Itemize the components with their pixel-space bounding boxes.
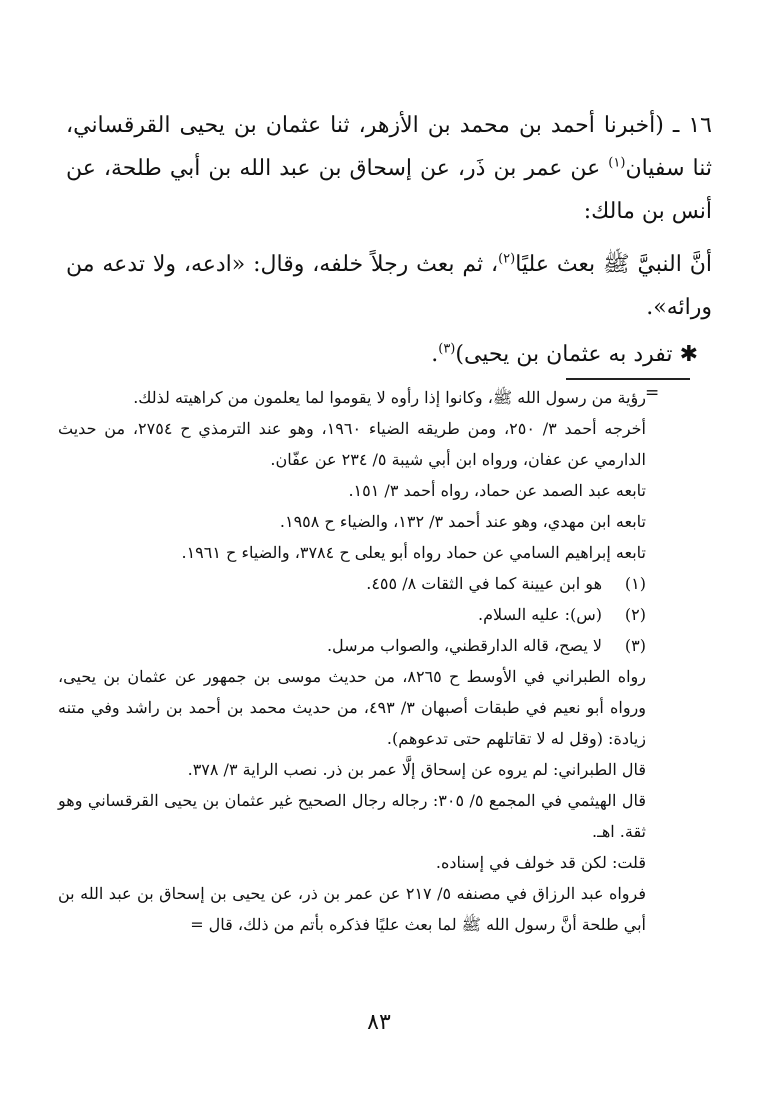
footnote-3 [58,630,646,661]
isnad-text-1: (أخبرنا أحمد بن محمد بن الأزهر، ثنا عثمان بن يحيى القرقساني، ثنا سفيان [66,113,712,181]
continuation-mark: = [645,383,660,403]
footnote-text: (س): عليه السلام. [478,605,602,624]
carryover-paragraph: أخرجه أحمد ٣/ ٢٥٠، ومن طريقه الضياء ١٩٦٠، وهو عند الترمذي ح ٢٧٥٤، من حديث الدارمي عن عفان، ورواه ابن أبي شيبة ٥/ ٢٣٤ عن عفّان. [58,419,647,469]
footnote-number: (٢) [624,605,646,624]
footnote-ref-3[interactable]: (٣) [438,341,456,357]
star-icon: ✱ [679,342,698,367]
matn-text-2: ، ثم بعث رجلاً خلفه، وقال: «ادعه، ولا تدعه من ورائه». [66,252,712,320]
footnote-divider [566,378,690,380]
carryover-paragraph: تابعه ابن مهدي، وهو عند أحمد ٣/ ١٣٢، والضياء ح ١٩٥٨. [279,512,646,531]
footnote-number: (١) [624,574,646,593]
footnote-text: هو ابن عيينة كما في الثقات ٨/ ٤٥٥. [366,574,602,593]
footnote-3-paragraph: قال الطبراني: لم يروه عن إسحاق إلَّا عمر بن ذر. نصب الراية ٣/ ٣٧٨. [187,760,646,779]
carryover-paragraph: تابعه إبراهيم السامي عن حماد رواه أبو يعلى ح ٣٧٨٤، والضياء ح ١٩٦١. [181,543,646,562]
footnote-3-paragraph: قلت: لكن قد خولف في إسناده. [435,853,646,872]
footnote-1 [58,568,646,599]
hadith-matn [66,243,712,329]
note-end: . [431,342,439,367]
footnote-3-paragraph: رواه الطبراني في الأوسط ح ٨٢٦٥، من حديث موسى بن جمهور عن عثمان بن يحيى، ورواه أبو نعيم في طبقات أصبهان ٣/ ٤٩٣، من حديث محمد بن أحمد بن راشد وفي متنه زيادة: (وقل له لا تقاتلهم حتى تدعوهم). [58,667,647,748]
hadith-isnad [66,104,712,233]
footnote-ref-2[interactable]: (٢) [498,251,516,267]
footnote-ref-1[interactable]: (١) [608,155,626,171]
carryover-paragraph: تابعه عبد الصمد عن حماد، رواه أحمد ٣/ ١٥١. [348,481,646,500]
hadith-note [66,333,712,376]
page-number: ٨٣ [367,1010,391,1035]
footnote-text: لا يصح، قاله الدارقطني، والصواب مرسل. [326,636,602,655]
isnad-text-2: عن عمر بن ذَر، عن إسحاق بن عبد الله بن أبي طلحة، عن أنس بن مالك: [66,156,712,224]
note-text: تفرد به عثمان بن يحيى) [455,342,673,367]
footnote-2 [58,599,646,630]
hadith-block [66,104,712,376]
matn-text-1: أنَّ النبيَّ ﷺ بعث عليًا [515,252,712,277]
footnotes-section [58,382,646,940]
footnote-3-paragraph: قال الهيثمي في المجمع ٥/ ٣٠٥: رجاله رجال الصحيح غير عثمان بن يحيى القرقساني وهو ثقة. اهـ. [58,791,647,841]
footnote-number: (٣) [624,636,646,655]
carryover-line: رؤية من رسول الله ﷺ، وكانوا إذا رأوه لا يقوموا لما يعلمون من كراهيته لذلك. [133,388,646,407]
footnote-3-paragraph: فرواه عبد الرزاق في مصنفه ٥/ ٢١٧ عن عمر بن ذر، عن يحيى بن إسحاق بن عبد الله بن أبي طلحة أنَّ رسول الله ﷺ لما بعث عليًا فذكره بأتم من ذلك، قال = [58,884,647,934]
hadith-number: ١٦ ـ [672,113,712,138]
